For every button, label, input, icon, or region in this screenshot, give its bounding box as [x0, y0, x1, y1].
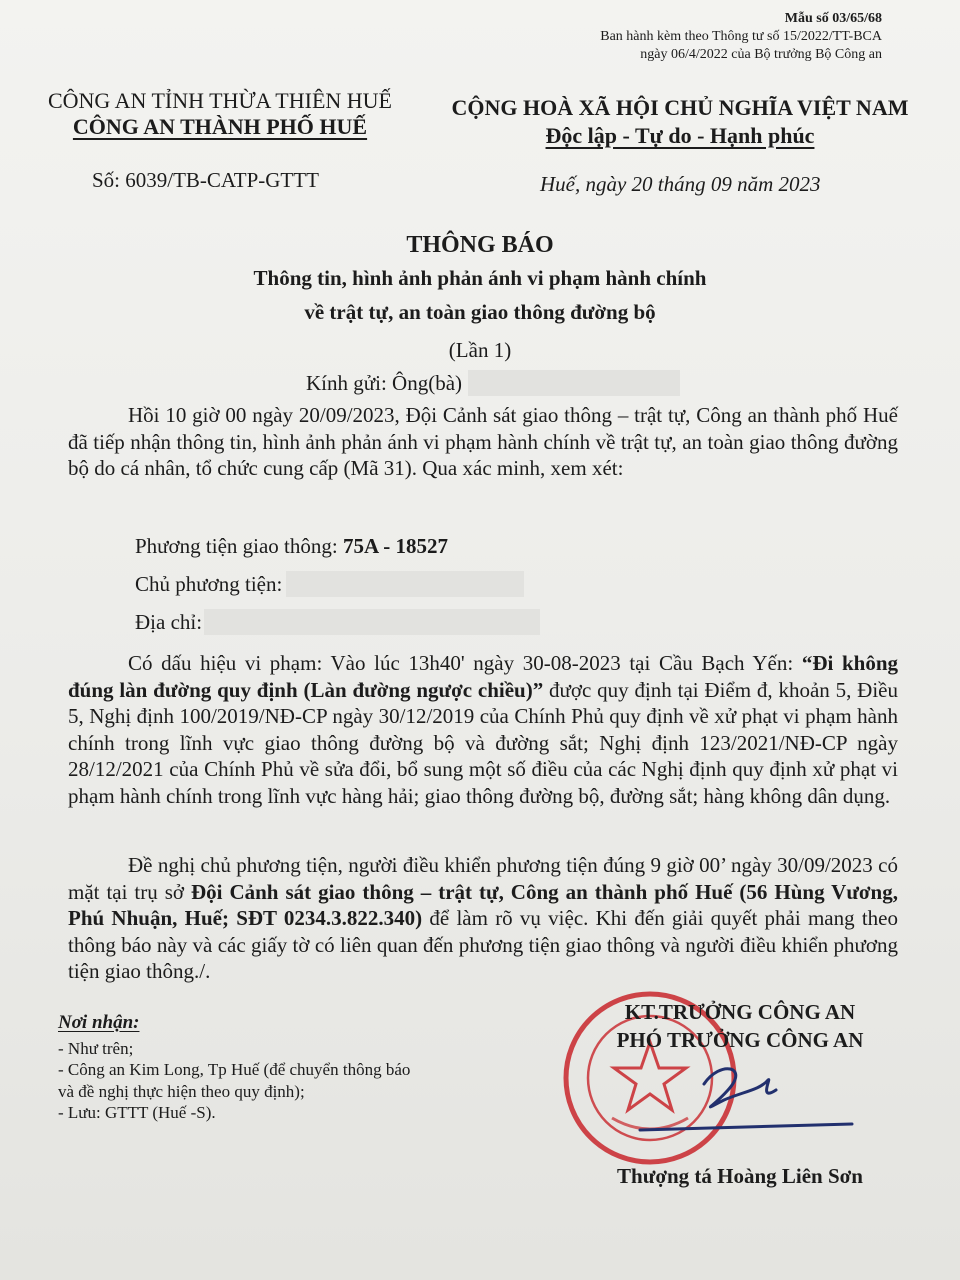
- recipient-item: - Lưu: GTTT (Huế -S).: [58, 1103, 216, 1122]
- address-line: [135, 609, 540, 635]
- agency-line2-text: CÔNG AN THÀNH PHỐ HUẾ: [72, 114, 368, 139]
- doc-number: Số: 6039/TB-CATP-GTTT: [92, 168, 319, 192]
- request-part2: để làm rõ vụ việc. Khi đến giải quyết phải mang theo thông báo này và các giấy tờ có liên quan đến phương tiện giao thông và người điều khiển phương tiện giao thông./.: [68, 906, 899, 983]
- doc-title: THÔNG BÁO: [406, 232, 554, 258]
- doc-subtitle-2: về trật tự, an toàn giao thông đường bộ: [304, 300, 656, 324]
- recipient-item: - Công an Kim Long, Tp Huế (để chuyển thông báo: [58, 1060, 411, 1079]
- signer-title-2: PHÓ TRƯỞNG CÔNG AN: [616, 1028, 864, 1052]
- form-issued-line2: ngày 06/4/2022 của Bộ trưởng Bộ Công an: [640, 47, 882, 62]
- signature-icon: [600, 1050, 860, 1140]
- notice-times: (Lần 1): [448, 338, 512, 362]
- signer-name: Thượng tá Hoàng Liên Sơn: [617, 1164, 863, 1188]
- violation-legal: được quy định tại Điểm đ, khoản 5, Điều 5, Nghị định 100/2019/NĐ-CP ngày 30/12/2019 của Chính Phủ quy định về xử phạt vi phạm hành chính trong lĩnh vực giao thông đường bộ và đường sắt; Nghị định 123/2021/NĐ-CP ngày 28/12/2021 của Chính Phủ về sửa đổi, bổ sung một số điều của các Nghị định quy định xử phạt vi phạm hành chính trong lĩnh vực hàng hải; giao thông đường bộ, đường sắt; hàng không dân dụng.: [68, 677, 898, 808]
- owner-label: Chủ phương tiện:: [135, 572, 283, 596]
- nation-line2: [430, 122, 930, 150]
- doc-subtitle-1: Thông tin, hình ảnh phản ánh vi phạm hành chính: [253, 266, 707, 290]
- nation-motto: Độc lập - Tự do - Hạnh phúc: [545, 123, 815, 148]
- paragraph-request: [68, 852, 898, 985]
- form-meta: [600, 10, 882, 64]
- vehicle-plate: 75A - 18527: [342, 534, 448, 558]
- recipient-label: Kính gửi: Ông(bà): [306, 371, 463, 395]
- redacted-owner: [286, 571, 524, 597]
- request-part1: Đề nghị chủ phương tiện, người điều khiển phương tiện đúng 9 giờ 00’ ngày 30/09/2023 có mặt tại trụ sở: [68, 853, 898, 904]
- form-number: Mẫu số 03/65/68: [784, 11, 882, 26]
- violation-intro: Có dấu hiệu vi phạm: Vào lúc 13h40' ngày 30-08-2023 tại Cầu Bạch Yến:: [128, 651, 802, 675]
- recipient-line: [306, 370, 680, 396]
- paragraph-violation: [68, 650, 898, 809]
- request-office: Đội Cảnh sát giao thông – trật tự, Công an thành phố Huế (56 Hùng Vương, Phú Nhuận, Huế; SĐT 0234.3.822.340): [68, 879, 898, 930]
- paragraph-receipt: Hồi 10 giờ 00 ngày 20/09/2023, Đội Cảnh sát giao thông – trật tự, Công an thành phố Huế đã tiếp nhận thông tin, hình ảnh phản ánh vi phạm hành chính về trật tự, an toàn giao thông đường bộ do cá nhân, tổ chức cung cấp (Mã 31). Qua xác minh, xem xét:: [68, 403, 898, 480]
- issue-date: Huế, ngày 20 tháng 09 năm 2023: [540, 172, 821, 196]
- violation-act: “Đi không đúng làn đường quy định (Làn đường ngược chiều)”: [68, 651, 899, 702]
- agency-line1: CÔNG AN TỈNH THỪA THIÊN HUẾ: [47, 88, 392, 113]
- recipient-item: và đề nghị thực hiện theo quy định);: [58, 1081, 305, 1101]
- redacted-address: [204, 609, 540, 635]
- recipients-block: [58, 1012, 410, 1124]
- signer-title-1: KT.TRƯỞNG CÔNG AN: [624, 1000, 856, 1024]
- recipient-item: - Như trên;: [58, 1038, 134, 1058]
- address-label: Địa chỉ:: [135, 610, 203, 634]
- nation-line1: CỘNG HOÀ XÃ HỘI CHỦ NGHĨA VIỆT NAM: [451, 95, 909, 120]
- agency-line2: [20, 114, 420, 140]
- vehicle-line: [135, 534, 448, 559]
- recipients-heading: Nơi nhận:: [58, 1012, 140, 1033]
- form-issued-line1: Ban hành kèm theo Thông tư số 15/2022/TT-BCA: [600, 29, 882, 44]
- vehicle-label: Phương tiện giao thông:: [135, 534, 343, 558]
- redacted-name: [468, 370, 680, 396]
- owner-line: [135, 571, 524, 597]
